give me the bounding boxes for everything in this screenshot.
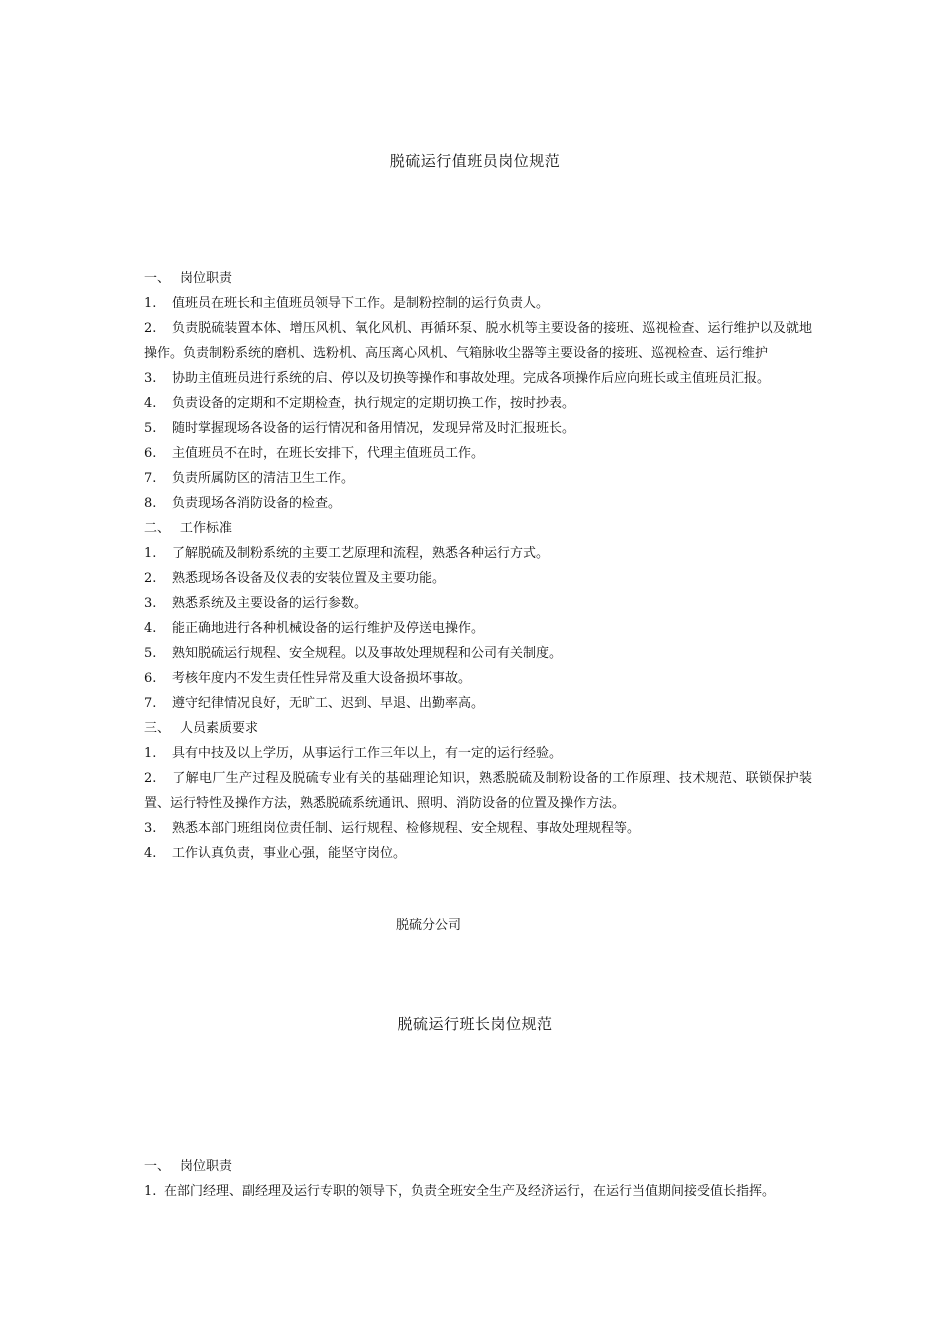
- item-number: 4.: [144, 621, 157, 636]
- item-text: 了解脱硫及制粉系统的主要工艺原理和流程，熟悉各种运行方式。: [172, 546, 550, 561]
- item-text: 工作认真负责，事业心强，能坚守岗位。: [172, 846, 407, 861]
- company-signature: 脱硫分公司: [396, 918, 462, 933]
- section-heading: [144, 516, 812, 541]
- item-number: 6.: [144, 446, 157, 461]
- item-number: 3.: [144, 371, 157, 386]
- list-item: [144, 491, 812, 516]
- section-title: 岗位职责: [180, 271, 233, 286]
- section-heading: [144, 716, 812, 741]
- item-text: 熟悉本部门班组岗位责任制、运行规程、检修规程、安全规程、事故处理规程等。: [172, 821, 641, 836]
- list-item: [144, 416, 812, 441]
- item-number: 3.: [144, 821, 157, 836]
- list-item: [144, 466, 812, 491]
- item-text: 熟悉现场各设备及仪表的安装位置及主要功能。: [172, 571, 446, 586]
- list-item: [144, 1179, 812, 1204]
- item-number: 1.: [144, 1184, 157, 1199]
- item-text: 主值班员不在时，在班长安排下，代理主值班员工作。: [172, 446, 485, 461]
- list-item: [144, 666, 812, 691]
- list-item: [144, 441, 812, 466]
- item-text: 具有中技及以上学历，从事运行工作三年以上，有一定的运行经验。: [172, 746, 563, 761]
- document-body-2: [144, 1154, 812, 1204]
- item-text: 在部门经理、副经理及运行专职的领导下，负责全班安全生产及经济运行，在运行当值期间接受值长指挥。: [164, 1184, 776, 1199]
- list-item: [144, 616, 812, 641]
- item-text: 负责脱硫装置本体、增压风机、氧化风机、再循环泵、脱水机等主要设备的接班、巡视检查、运行维护以及就地操作。负责制粉系统的磨机、选粉机、高压离心风机、气箱脉收尘器等主要设备的接班、巡视检查、运行维护: [144, 321, 812, 361]
- item-text: 考核年度内不发生责任性异常及重大设备损坏事故。: [172, 671, 472, 686]
- item-text: 负责所属防区的清洁卫生工作。: [172, 471, 355, 486]
- item-text: 随时掌握现场各设备的运行情况和备用情况，发现异常及时汇报班长。: [172, 421, 576, 436]
- section-number: 一、: [144, 271, 171, 286]
- document-title-2: 脱硫运行班长岗位规范: [397, 1015, 553, 1033]
- list-item: [144, 816, 812, 841]
- list-item: [144, 391, 812, 416]
- item-text: 遵守纪律情况良好，无旷工、迟到、早退、出勤率高。: [172, 696, 485, 711]
- item-number: 5.: [144, 421, 157, 436]
- item-text: 了解电厂生产过程及脱硫专业有关的基础理论知识，熟悉脱硫及制粉设备的工作原理、技术规范、联锁保护装置、运行特性及操作方法，熟悉脱硫系统通讯、照明、消防设备的位置及操作方法。: [144, 771, 812, 811]
- list-item: [144, 766, 812, 816]
- item-number: 5.: [144, 646, 157, 661]
- document-body: [144, 266, 812, 866]
- list-item: [144, 291, 812, 316]
- section-title: 人员素质要求: [180, 721, 259, 736]
- item-number: 8.: [144, 496, 157, 511]
- item-number: 4.: [144, 846, 157, 861]
- item-number: 7.: [144, 696, 157, 711]
- item-text: 熟知脱硫运行规程、安全规程。以及事故处理规程和公司有关制度。: [172, 646, 563, 661]
- list-item: [144, 741, 812, 766]
- section-number: 二、: [144, 521, 171, 536]
- list-item: [144, 641, 812, 666]
- list-item: [144, 316, 812, 366]
- item-text: 能正确地进行各种机械设备的运行维护及停送电操作。: [172, 621, 485, 636]
- list-item: [144, 841, 812, 866]
- item-text: 负责现场各消防设备的检查。: [172, 496, 342, 511]
- item-number: 7.: [144, 471, 157, 486]
- item-text: 值班员在班长和主值班员领导下工作。是制粉控制的运行负责人。: [172, 296, 550, 311]
- list-item: [144, 691, 812, 716]
- item-number: 2.: [144, 321, 157, 336]
- item-number: 1.: [144, 746, 157, 761]
- item-text: 协助主值班员进行系统的启、停以及切换等操作和事故处理。完成各项操作后应向班长或主值班员汇报。: [172, 371, 771, 386]
- section-number: 一、: [144, 1159, 171, 1174]
- list-item: [144, 366, 812, 391]
- list-item: [144, 566, 812, 591]
- item-number: 1.: [144, 546, 157, 561]
- list-item: [144, 591, 812, 616]
- item-text: 负责设备的定期和不定期检查，执行规定的定期切换工作，按时抄表。: [172, 396, 576, 411]
- list-item: [144, 541, 812, 566]
- item-number: 1.: [144, 296, 157, 311]
- section-title: 岗位职责: [180, 1159, 233, 1174]
- item-number: 3.: [144, 596, 157, 611]
- item-number: 6.: [144, 671, 157, 686]
- section-number: 三、: [144, 721, 171, 736]
- document-title: 脱硫运行值班员岗位规范: [389, 152, 561, 170]
- section-heading: [144, 1154, 812, 1179]
- item-text: 熟悉系统及主要设备的运行参数。: [172, 596, 368, 611]
- item-number: 2.: [144, 571, 157, 586]
- section-title: 工作标准: [180, 521, 233, 536]
- section-heading: [144, 266, 812, 291]
- item-number: 2.: [144, 771, 157, 786]
- item-number: 4.: [144, 396, 157, 411]
